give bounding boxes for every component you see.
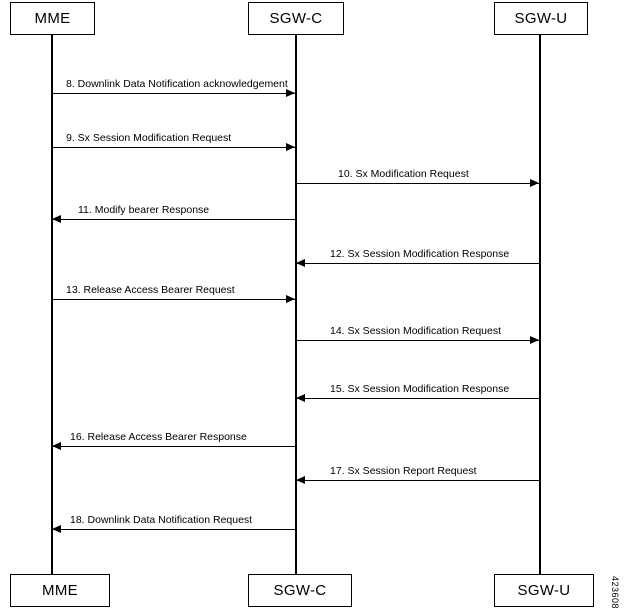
lifeline-header-sgwu (494, 2, 588, 35)
message-12-arrowhead (296, 259, 305, 267)
message-8-label: 8. Downlink Data Notification acknowledgement (66, 78, 288, 90)
message-13-line (52, 299, 295, 300)
message-17-arrowhead (296, 476, 305, 484)
message-12-line (296, 263, 539, 264)
message-15-arrowhead (296, 394, 305, 402)
message-9-line (52, 147, 295, 148)
lifeline-footer-mme-label: MME (42, 582, 78, 599)
message-18-arrowhead (52, 525, 61, 533)
lifeline-line-sgwu (539, 35, 541, 574)
message-8-arrowhead (286, 89, 295, 97)
lifeline-header-mme (10, 2, 95, 35)
message-16-label: 16. Release Access Bearer Response (70, 431, 247, 443)
message-10-line (296, 183, 539, 184)
lifeline-footer-sgwc (248, 574, 352, 607)
message-14-label: 14. Sx Session Modification Request (330, 325, 502, 337)
message-11-arrowhead (52, 215, 61, 223)
message-9-arrowhead (286, 143, 295, 151)
lifeline-footer-sgwu (494, 574, 594, 607)
message-13-arrowhead (286, 295, 295, 303)
message-15-line (296, 398, 539, 399)
message-8-line (52, 93, 295, 94)
lifeline-header-sgwc (248, 2, 344, 35)
lifeline-header-mme-label: MME (34, 10, 71, 27)
message-16-arrowhead (52, 442, 61, 450)
lifeline-footer-mme (10, 574, 110, 607)
message-18-line (52, 529, 295, 530)
message-11-line (52, 219, 295, 220)
message-10-arrowhead (530, 179, 539, 187)
lifeline-header-sgwu-label: SGW-U (514, 10, 568, 27)
message-13-label: 13. Release Access Bearer Request (66, 284, 235, 296)
lifeline-line-sgwc (295, 35, 297, 574)
message-17-line (296, 480, 539, 481)
message-14-arrowhead (530, 336, 539, 344)
message-15-label: 15. Sx Session Modification Response (330, 383, 510, 395)
lifeline-header-sgwc-label: SGW-C (269, 10, 323, 27)
lifeline-line-mme (51, 35, 53, 574)
message-9-label: 9. Sx Session Modification Request (66, 132, 232, 144)
message-16-line (52, 446, 295, 447)
message-11-label: 11. Modify bearer Response (78, 204, 210, 216)
figure-code: 423608 (610, 575, 620, 609)
lifeline-footer-sgwc-label: SGW-C (273, 582, 327, 599)
lifeline-footer-sgwu-label: SGW-U (517, 582, 571, 599)
message-12-label: 12. Sx Session Modification Response (330, 248, 510, 260)
message-18-label: 18. Downlink Data Notification Request (70, 514, 253, 526)
message-17-label: 17. Sx Session Report Request (330, 465, 477, 477)
message-14-line (296, 340, 539, 341)
message-10-label: 10. Sx Modification Request (338, 168, 469, 180)
